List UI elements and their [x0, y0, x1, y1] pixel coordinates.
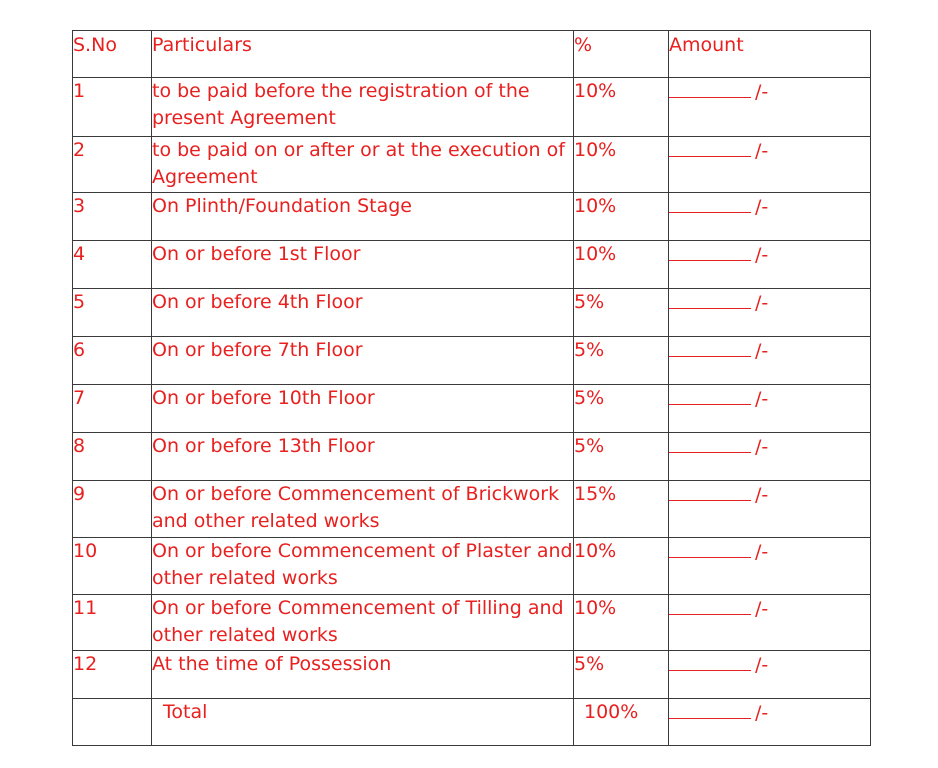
row-particulars: On or before 10th Floor [152, 385, 574, 433]
amount-suffix: /- [755, 340, 769, 362]
amount-suffix: /- [755, 81, 769, 103]
row-percent: 5% [574, 651, 669, 699]
row-amount [669, 193, 871, 241]
total-sno [73, 699, 152, 746]
row-amount [669, 385, 871, 433]
row-particulars: to be paid before the registration of the present Agreement [152, 78, 574, 137]
row-percent: 10% [574, 241, 669, 289]
row-percent: 10% [574, 137, 669, 193]
amount-blank-line [669, 337, 751, 357]
header-amount: Amount [669, 31, 871, 78]
row-sno: 9 [73, 481, 152, 538]
table-row [73, 433, 871, 481]
amount-suffix: /- [755, 388, 769, 410]
amount-suffix: /- [755, 292, 769, 314]
row-percent: 5% [574, 433, 669, 481]
row-sno: 1 [73, 78, 152, 137]
row-percent: 5% [574, 385, 669, 433]
row-particulars: On or before 4th Floor [152, 289, 574, 337]
row-particulars: At the time of Possession [152, 651, 574, 699]
row-percent: 10% [574, 595, 669, 651]
row-percent: 5% [574, 289, 669, 337]
amount-blank-line [669, 538, 751, 558]
amount-blank-line [669, 289, 751, 309]
amount-blank-line [669, 481, 751, 501]
row-sno: 3 [73, 193, 152, 241]
amount-blank-line [669, 137, 751, 157]
header-particulars: Particulars [152, 31, 574, 78]
header-sno: S.No [73, 31, 152, 78]
payment-schedule-table [72, 30, 871, 746]
row-particulars: On or before 1st Floor [152, 241, 574, 289]
row-amount [669, 78, 871, 137]
table-row [73, 289, 871, 337]
row-amount [669, 289, 871, 337]
total-amount [669, 699, 871, 746]
amount-blank-line [669, 651, 751, 671]
table-row [73, 538, 871, 595]
amount-suffix: /- [755, 541, 769, 563]
amount-blank-line [669, 193, 751, 213]
row-particulars: On or before 13th Floor [152, 433, 574, 481]
amount-suffix: /- [755, 654, 769, 676]
table-row [73, 137, 871, 193]
amount-suffix: /- [755, 484, 769, 506]
amount-suffix: /- [755, 436, 769, 458]
amount-blank-line [669, 241, 751, 261]
table-row [73, 241, 871, 289]
row-particulars: to be paid on or after or at the execution of Agreement [152, 137, 574, 193]
row-percent: 10% [574, 193, 669, 241]
row-amount [669, 137, 871, 193]
row-amount [669, 481, 871, 538]
amount-suffix: /- [755, 244, 769, 266]
row-amount [669, 595, 871, 651]
row-sno: 4 [73, 241, 152, 289]
table-row [73, 193, 871, 241]
row-sno: 6 [73, 337, 152, 385]
amount-blank-line [669, 595, 751, 615]
total-label: Total [152, 699, 574, 746]
table-row [73, 481, 871, 538]
table-header-row [73, 31, 871, 78]
table-row [73, 385, 871, 433]
amount-blank-line [669, 78, 751, 98]
table-row [73, 78, 871, 137]
row-sno: 2 [73, 137, 152, 193]
amount-blank-line [669, 433, 751, 453]
row-amount [669, 241, 871, 289]
row-sno: 8 [73, 433, 152, 481]
row-percent: 10% [574, 78, 669, 137]
amount-suffix: /- [755, 598, 769, 620]
row-percent: 15% [574, 481, 669, 538]
row-sno: 11 [73, 595, 152, 651]
row-sno: 12 [73, 651, 152, 699]
row-amount [669, 433, 871, 481]
amount-suffix: /- [755, 140, 769, 162]
row-sno: 10 [73, 538, 152, 595]
amount-blank-line [669, 699, 751, 719]
row-amount [669, 337, 871, 385]
table-row [73, 595, 871, 651]
total-percent: 100% [574, 699, 669, 746]
row-sno: 5 [73, 289, 152, 337]
row-particulars: On or before Commencement of Plaster and other related works [152, 538, 574, 595]
row-amount [669, 651, 871, 699]
amount-blank-line [669, 385, 751, 405]
header-percent: % [574, 31, 669, 78]
row-particulars: On or before 7th Floor [152, 337, 574, 385]
amount-suffix: /- [755, 196, 769, 218]
row-amount [669, 538, 871, 595]
total-row [73, 699, 871, 746]
row-particulars: On or before Commencement of Brickwork and other related works [152, 481, 574, 538]
row-sno: 7 [73, 385, 152, 433]
amount-suffix: /- [755, 702, 769, 724]
table-row [73, 337, 871, 385]
row-particulars: On Plinth/Foundation Stage [152, 193, 574, 241]
row-percent: 5% [574, 337, 669, 385]
row-particulars: On or before Commencement of Tilling and other related works [152, 595, 574, 651]
table-row [73, 651, 871, 699]
row-percent: 10% [574, 538, 669, 595]
